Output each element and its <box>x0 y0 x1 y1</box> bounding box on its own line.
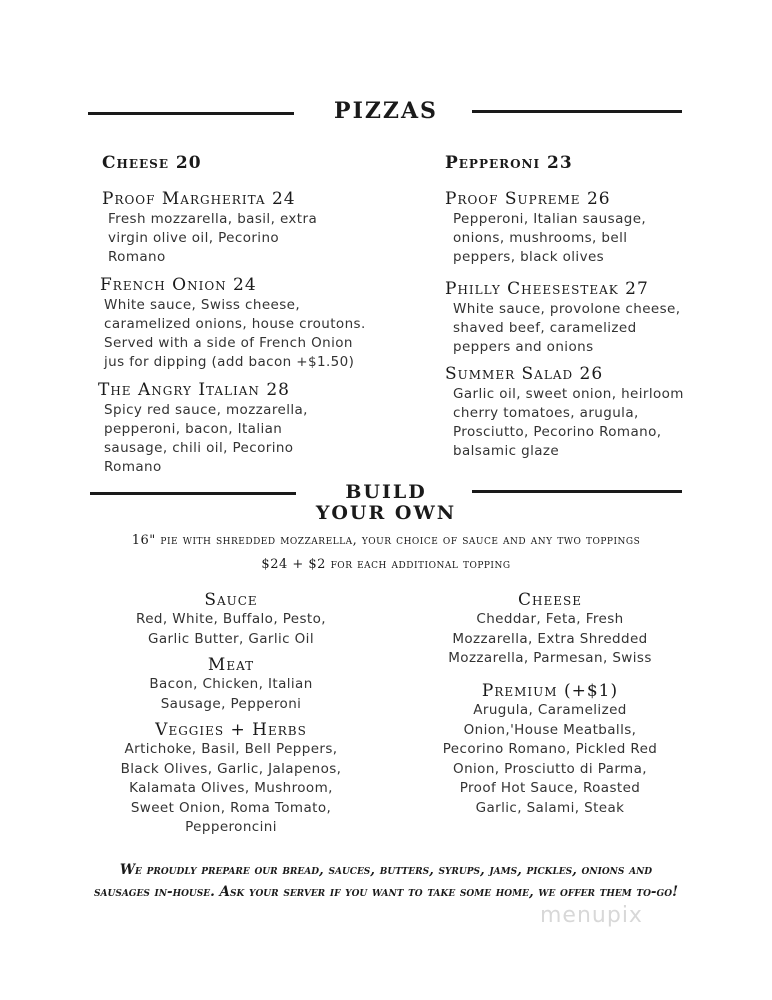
pizza-pepperoni <box>445 153 573 173</box>
item-title: Proof Margherita 24 <box>102 189 296 209</box>
footer-line-1: We proudly prepare our bread, sauces, butters, syrups, jams, pickles, onions and <box>119 862 653 878</box>
pizza-cheese <box>102 153 202 173</box>
byo-subtitle: 16" pie with shredded mozzarella, your choice of sauce and any two toppings <box>131 533 641 548</box>
byo-title: Cheese <box>518 590 582 610</box>
item-title: Proof Supreme 26 <box>445 189 611 209</box>
item-title: Cheese 20 <box>102 153 202 173</box>
byo-desc: Artichoke, Basil, Bell Peppers, Black Olives, Garlic, Jalapenos, Kalamata Olives, Mushroom, Sweet Onion, Roma Tomato, Pepperoncini <box>120 741 342 835</box>
item-desc: Fresh mozzarella, basil, extra virgin olive oil, Pecorino Romano <box>108 211 318 265</box>
item-desc: Spicy red sauce, mozzarella, pepperoni, bacon, Italian sausage, chili oil, Pecorino Romano <box>104 402 308 475</box>
footer-line-2: sausages in-house. Ask your server if you want to take some home, we offer them to-go! <box>93 884 678 900</box>
byo-desc: Arugula, Caramelized Onion,'House Meatballs, Pecorino Romano, Pickled Red Onion, Prosciutto di Parma, Proof Hot Sauce, Roasted Garlic, Salami, Steak <box>442 702 658 816</box>
item-desc: White sauce, Swiss cheese, caramelized onions, house croutons. Served with a side of French Onion jus for dipping (add bacon +$1.50) <box>104 297 366 370</box>
byo-title: Premium (+$1) <box>481 681 619 701</box>
pizzas-heading: PIZZAS <box>334 98 438 124</box>
byo-desc: Cheddar, Feta, Fresh Mozzarella, Extra Shredded Mozzarella, Parmesan, Swiss <box>448 611 652 666</box>
byo-sauce <box>101 590 361 649</box>
byo-veggies-herbs <box>91 720 371 838</box>
item-title: Philly Cheesesteak 27 <box>445 279 649 299</box>
item-title: Summer Salad 26 <box>445 364 604 384</box>
byo-title: Meat <box>207 655 255 675</box>
byo-title: Sauce <box>204 590 258 610</box>
item-title: The Angry Italian 28 <box>98 380 290 400</box>
byo-meat <box>101 655 361 714</box>
byo-heading-line1: BUILD <box>345 481 427 503</box>
item-title: Pepperoni 23 <box>445 153 573 173</box>
pizza-philly-cheesesteak <box>445 279 680 357</box>
byo-heading-line2: YOUR OWN <box>315 502 457 524</box>
pizza-proof-supreme <box>445 189 646 267</box>
byo-desc: Bacon, Chicken, Italian Sausage, Pepperoni <box>149 676 313 712</box>
byo-price: $24 + $2 for each additional topping <box>261 557 511 572</box>
item-desc: Garlic oil, sweet onion, heirloom cherry tomatoes, arugula, Prosciutto, Pecorino Romano, balsamic glaze <box>453 386 684 459</box>
byo-desc: Red, White, Buffalo, Pesto, Garlic Butter, Garlic Oil <box>136 611 326 647</box>
pizza-proof-margherita <box>102 189 317 267</box>
byo-title: Veggies + Herbs <box>155 720 307 740</box>
menupix-watermark: menupix <box>540 903 643 928</box>
byo-premium <box>415 681 685 818</box>
item-desc: Pepperoni, Italian sausage, onions, mushrooms, bell peppers, black olives <box>453 211 647 265</box>
item-desc: White sauce, provolone cheese, shaved beef, caramelized peppers and onions <box>453 301 681 355</box>
pizza-summer-salad <box>445 364 684 461</box>
pizza-angry-italian <box>98 380 308 477</box>
pizza-french-onion <box>100 275 366 372</box>
item-title: French Onion 24 <box>100 275 257 295</box>
byo-cheese <box>415 590 685 669</box>
